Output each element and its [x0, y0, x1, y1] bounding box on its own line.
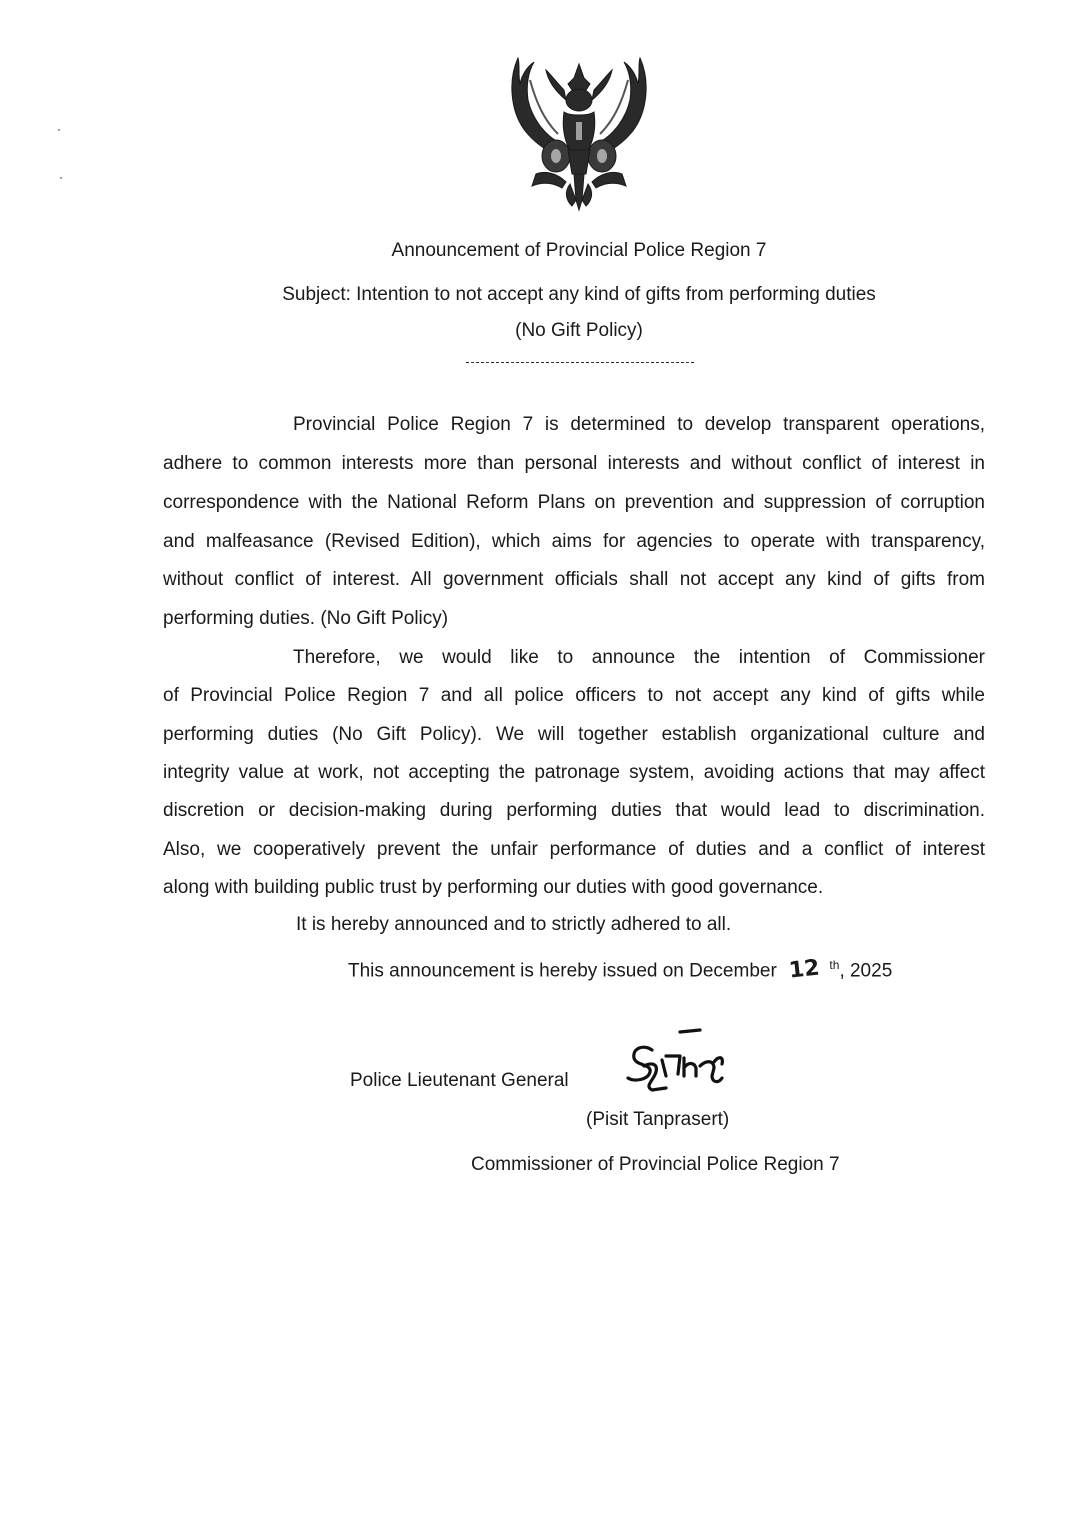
handwritten-signature-icon: [622, 1026, 732, 1098]
paragraph-2-line: along with building public trust by performing our duties with good governance.: [163, 877, 824, 898]
paragraph-2-line: of Provincial Police Region 7 and all police officers to not accept any kind of gifts while: [163, 685, 985, 706]
issue-date-line: [348, 952, 892, 984]
issue-date-prefix: This announcement is hereby issued on December: [348, 960, 777, 982]
closing-statement: It is hereby announced and to strictly adhered to all.: [296, 914, 732, 935]
announcement-title: Announcement of Provincial Police Region 7: [391, 240, 767, 261]
scan-speck: [58, 129, 60, 131]
paragraph-1-line: adhere to common interests more than personal interests and without conflict of interest in: [163, 453, 985, 474]
paragraph-1-line: and malfeasance (Revised Edition), which aims for agencies to operate with transparency,: [163, 531, 985, 552]
paragraph-1-line: Provincial Police Region 7 is determined to develop transparent operations,: [293, 414, 985, 435]
signatory-rank: Police Lieutenant General: [350, 1070, 569, 1091]
issue-date-day: 12: [787, 955, 821, 984]
issue-date-year: , 2025: [839, 960, 893, 982]
paragraph-2-line: integrity value at work, not accepting the patronage system, avoiding actions that may affect: [163, 762, 985, 783]
issue-date-ordinal: th: [829, 958, 840, 972]
subject-line: Subject: Intention to not accept any kind of gifts from performing duties: [282, 284, 876, 305]
paragraph-2-line: Therefore, we would like to announce the intention of Commissioner: [293, 647, 985, 668]
signatory-position: Commissioner of Provincial Police Region 7: [471, 1154, 840, 1175]
signatory-name: (Pisit Tanprasert): [586, 1109, 730, 1130]
header-divider: [466, 362, 694, 363]
garuda-emblem-icon: [506, 50, 652, 216]
paragraph-2-line: Also, we cooperatively prevent the unfair performance of duties and a conflict of interest: [163, 839, 985, 860]
paragraph-1-line: without conflict of interest. All government officials shall not accept any kind of gifts from: [163, 569, 985, 590]
subject-policy-line: (No Gift Policy): [515, 320, 643, 341]
paragraph-2-line: performing duties (No Gift Policy). We will together establish organizational culture and: [163, 724, 985, 745]
paragraph-1-line: correspondence with the National Reform Plans on prevention and suppression of corruption: [163, 492, 985, 513]
paragraph-2-line: discretion or decision-making during performing duties that would lead to discrimination.: [163, 800, 985, 821]
scan-speck: [60, 177, 62, 179]
paragraph-1-line: performing duties. (No Gift Policy): [163, 608, 449, 629]
